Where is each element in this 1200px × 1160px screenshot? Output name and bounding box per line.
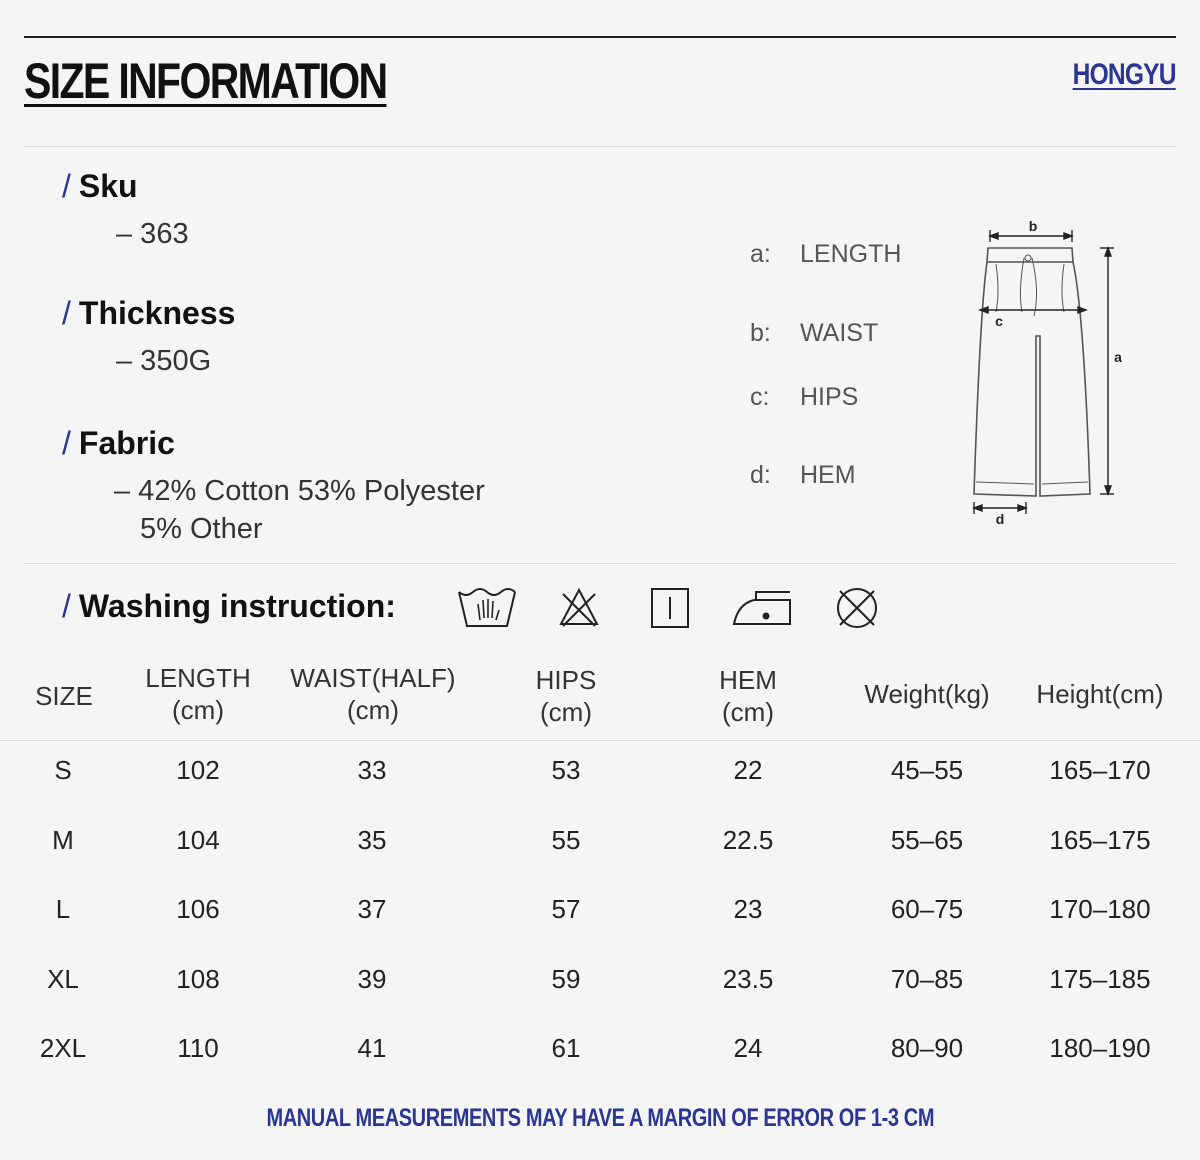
- table-cell-hips: 61: [551, 1033, 581, 1063]
- table-cell-weight: 80–90: [890, 1033, 964, 1063]
- iron-low-icon: [732, 586, 794, 630]
- table-cell-weight: 45–55: [890, 755, 964, 785]
- table-cell-height: 170–180: [1049, 894, 1151, 924]
- table-cell-hips: 55: [551, 824, 581, 855]
- table-cell-hips: 57: [551, 894, 581, 924]
- table-header-weight: Weight(kg): [864, 679, 990, 709]
- table-cell-waist: 39: [357, 963, 387, 994]
- diagram-label-c: c: [995, 313, 1003, 329]
- page-title: SIZE INFORMATION: [24, 53, 387, 109]
- legend-hips: c: HIPS: [750, 383, 859, 411]
- brand-logo[interactable]: HONGYU: [1072, 58, 1176, 91]
- spec-thickness-heading: / Thickness: [62, 295, 236, 331]
- table-cell-length: 110: [177, 1033, 219, 1063]
- spec-sku-heading: / Sku: [62, 168, 138, 204]
- table-cell-length: 108: [176, 963, 220, 994]
- spec-fabric-heading: / Fabric: [62, 425, 175, 461]
- table-cell-size: 2XL: [39, 1033, 87, 1063]
- hand-wash-icon: [456, 586, 518, 630]
- table-header-height: Height(cm): [1036, 679, 1164, 709]
- table-header-waist: WAIST(HALF) (cm): [290, 663, 456, 725]
- tumble-dry-icon: [650, 587, 690, 629]
- table-cell-waist: 41: [357, 1033, 387, 1063]
- legend-length: a: LENGTH: [750, 240, 902, 268]
- table-cell-hem: 24: [733, 1033, 763, 1063]
- do-not-bleach-icon: [557, 586, 601, 630]
- table-cell-waist: 35: [357, 824, 387, 855]
- table-cell-height: 175–185: [1049, 963, 1151, 994]
- table-cell-length: 102: [176, 755, 220, 785]
- table-cell-waist: 33: [357, 755, 387, 785]
- table-header-hem: HEM (cm): [719, 665, 777, 727]
- washing-heading: / Washing instruction:: [62, 588, 396, 624]
- table-cell-hips: 59: [551, 963, 581, 994]
- diagram-label-a: a: [1114, 349, 1122, 365]
- table-cell-size: XL: [47, 963, 79, 994]
- table-header-hips: HIPS (cm): [535, 665, 597, 727]
- spec-fabric-value: – 42% Cotton 53% Polyester: [114, 475, 485, 507]
- table-header-length: LENGTH (cm): [145, 663, 251, 725]
- spec-sku-value: – 363: [116, 218, 189, 250]
- legend-waist: b: WAIST: [750, 319, 879, 347]
- pants-diagram: [960, 212, 1130, 532]
- table-cell-height: 165–175: [1049, 824, 1151, 855]
- table-cell-hem: 22: [733, 755, 763, 785]
- table-cell-hem: 23.5: [722, 963, 774, 994]
- table-cell-height: 180–190: [1049, 1033, 1151, 1063]
- divider: [24, 563, 1176, 564]
- table-cell-size: M: [52, 824, 74, 855]
- table-cell-weight: 55–65: [890, 824, 964, 855]
- legend-hem: d: HEM: [750, 461, 856, 489]
- table-header-size: SIZE: [35, 681, 93, 711]
- table-cell-hem: 22.5: [722, 824, 774, 855]
- table-cell-weight: 60–75: [890, 894, 964, 924]
- table-cell-length: 104: [176, 824, 220, 855]
- table-cell-size: L: [55, 894, 71, 924]
- spec-thickness-value: – 350G: [116, 345, 212, 377]
- table-cell-hem: 23: [733, 894, 763, 924]
- table-cell-weight: 70–85: [890, 963, 964, 994]
- divider: [24, 146, 1176, 147]
- footer-note: MANUAL MEASUREMENTS MAY HAVE A MARGIN OF ERROR OF 1-3 CM: [266, 1104, 934, 1132]
- table-header-divider: [0, 740, 1200, 741]
- diagram-label-d: d: [995, 511, 1005, 527]
- table-cell-size: S: [54, 755, 72, 785]
- table-cell-length: 106: [176, 894, 220, 924]
- spec-fabric-value-line2: 5% Other: [140, 513, 263, 545]
- table-cell-waist: 37: [357, 894, 387, 924]
- top-rule: [24, 36, 1176, 38]
- table-cell-hips: 53: [551, 755, 581, 785]
- diagram-label-b: b: [1028, 218, 1038, 234]
- do-not-dry-clean-icon: [834, 586, 880, 630]
- table-cell-height: 165–170: [1049, 755, 1151, 785]
